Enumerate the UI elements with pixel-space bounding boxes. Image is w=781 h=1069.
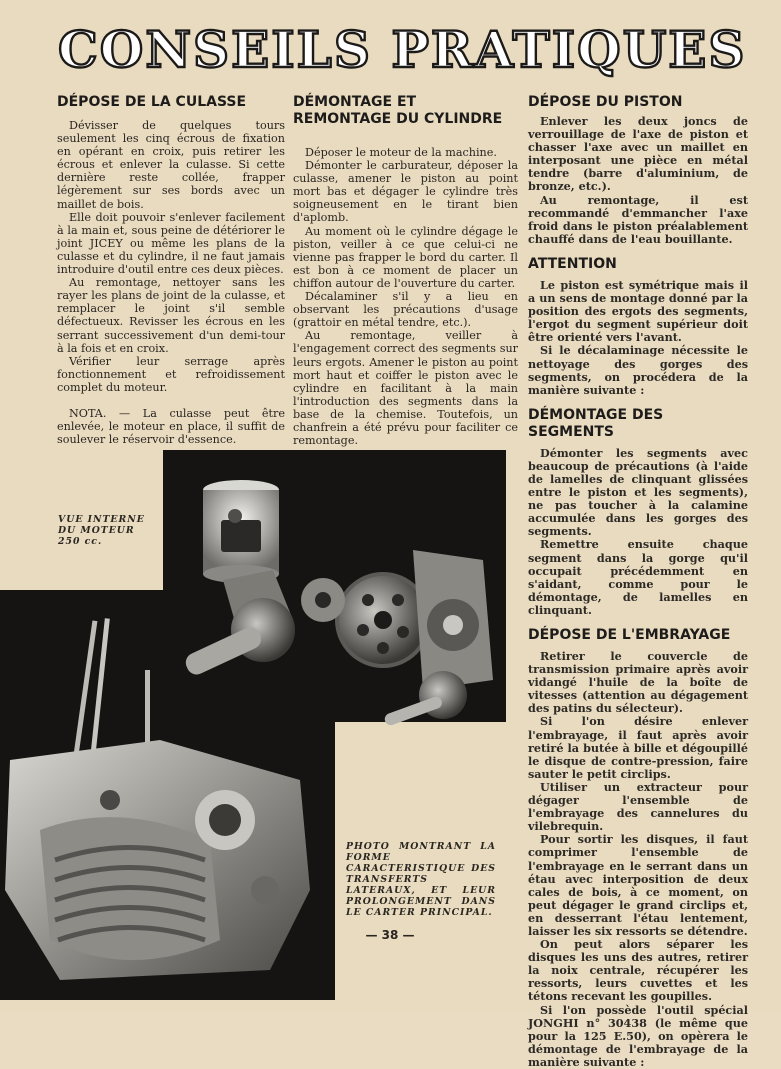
photo-engine-internals bbox=[163, 450, 506, 722]
paragraph: Dévisser de quelques tours seulement les cinq écrous de fixation en opérant en croix, puis retirer les écrous et enlever la culasse. Si cette dernière reste collée, frapper légèrement sur ses bords avec un maillet de bois. bbox=[57, 119, 285, 211]
paragraph: Pour sortir les disques, il faut comprimer l'ensemble de l'embrayage en le serrant dans un étau avec interposition de deux cales de bois, à ce moment, on peut dégager le grand circlips et, en desserrant l'étau lentement, laisser les six ressorts se détendre. bbox=[528, 832, 748, 938]
paragraph: Au remontage, il est recommandé d'emmancher l'axe froid dans le piston préalablement chauffé dans de l'eau bouillante. bbox=[528, 192, 748, 246]
paragraph: Au moment où le cylindre dégage le piston, veiller à ce que celui-ci ne vienne pas frapper le bord du carter. Il est bon à ce moment de placer un chiffon autour de l'ouverture du carter. bbox=[293, 224, 518, 290]
heading-depose-culasse: DÉPOSE DE LA CULASSE bbox=[57, 94, 247, 110]
paragraph: Démonter le carburateur, déposer la culasse, amener le piston au point mort bas et dégager le cylindre très soigneusement en le tirant bien d'aplomb. bbox=[293, 159, 518, 225]
paragraph: Au remontage, nettoyer sans les rayer les plans de joint de la culasse, et remplacer le joint s'il semble défectueux. Revisser les écrous en les serrant successivement d'un demi-tour à la fois et en croix. bbox=[57, 276, 285, 355]
paragraph: Utiliser un extracteur pour dégager l'ensemble de l'embrayage des cannelures du vilebrequin. bbox=[528, 779, 748, 834]
heading-attention: ATTENTION bbox=[528, 255, 617, 272]
paragraph: Si le décalaminage nécessite le nettoyage des gorges des segments, on procédera de la manière suivante : bbox=[528, 343, 748, 397]
heading-demontage-cylindre: DÉMONTAGE ET REMONTAGE DU CYLINDRE bbox=[293, 94, 503, 127]
paragraph: Déposer le moteur de la machine. bbox=[305, 146, 497, 159]
caption-transferts: PHOTO MONTRANT LA FORME CARACTERISTIQUE DES TRANSFERTS LATERAUX, ET LEUR PROLONGEMENT DANS LE CARTER PRINCIPAL. bbox=[346, 841, 496, 918]
page-title: CONSEILS PRATIQUES bbox=[58, 20, 747, 79]
engine-internals-image bbox=[163, 450, 506, 722]
paragraph: Retirer le couvercle de transmission primaire après avoir vidangé l'huile de la boîte de vitesses (attention au dégagement des patins du sélecteur). bbox=[528, 649, 748, 716]
paragraph: Le piston est symétrique mais il a un sens de montage donné par la position des ergots des segments, l'ergot du segment supérieur doit être orienté vers l'avant. bbox=[528, 277, 748, 345]
paragraph: Elle doit pouvoir s'enlever facilement à la main et, sous peine de détériorer le joint JICEY ou même les plans de la culasse et du cylindre, il ne faut jamais introduire d'outil entre ces deux pièces. bbox=[57, 210, 285, 277]
paragraph: Enlever les deux joncs de verrouillage de l'axe de piston et chasser l'axe avec un maillet en interposant une pièce en métal tendre (barre d'aluminium, de bronze, etc.). bbox=[528, 114, 748, 194]
paragraph: Si l'on désire enlever l'embrayage, il faut après avoir retiré la butée à bille et dégoupillé le disque de contre-pression, faire sauter le petit circlips. bbox=[528, 714, 748, 781]
paragraph: On peut alors séparer les disques les uns des autres, retirer la noix centrale, récupérer les ressorts, leurs cuvettes et les tétons recevant les goupilles. bbox=[528, 937, 748, 1004]
heading-depose-piston: DÉPOSE DU PISTON bbox=[528, 94, 683, 110]
page-number: — 38 — bbox=[365, 928, 415, 942]
paragraph: Au remontage, veiller à l'engagement correct des segments sur leurs ergots. Amener le piston au point mort haut et coiffer le piston avec le cylindre en facilitant à la main l'introduction des segments dans la base de la chemise. Toutefois, un chanfrein a été prévu pour faciliter ce remontage. bbox=[293, 329, 518, 448]
paragraph: Si l'on possède l'outil spécial JONGHI n° 30438 (le même que pour la 125 E.50), on opèrera le démontage de l'embrayage de la manière suivante : bbox=[528, 1002, 748, 1069]
column-cylindre bbox=[293, 94, 518, 447]
caption-vue-interne: VUE INTERNE DU MOTEUR 250 cc. bbox=[58, 514, 145, 547]
paragraph: Vérifier leur serrage après fonctionnement et refroidissement complet du moteur. bbox=[57, 354, 285, 394]
heading-depose-embrayage: DÉPOSE DE L'EMBRAYAGE bbox=[528, 627, 731, 643]
paragraph: Remettre ensuite chaque segment dans la gorge qu'il occupait précédemment en s'aidant, comme pour le démontage, de lamelles en clinquant. bbox=[528, 537, 748, 617]
nota-paragraph: NOTA. — La culasse peut être enlevée, le moteur en place, il suffit de soulever le réservoir d'essence. bbox=[57, 406, 285, 447]
heading-demontage-segments: DÉMONTAGE DES SEGMENTS bbox=[528, 406, 664, 440]
column-piston-embrayage bbox=[528, 94, 748, 1069]
paragraph: Démonter les segments avec beaucoup de précautions (à l'aide de lamelles de clinquant glissées entre le piston et les segments), ne pas toucher à la calamine accumulée dans les gorges des segments. bbox=[528, 445, 748, 539]
paragraph: Décalaminer s'il y a lieu en observant les précautions d'usage (grattoir en métal tendre, etc.). bbox=[293, 290, 518, 330]
column-culasse bbox=[57, 94, 285, 446]
